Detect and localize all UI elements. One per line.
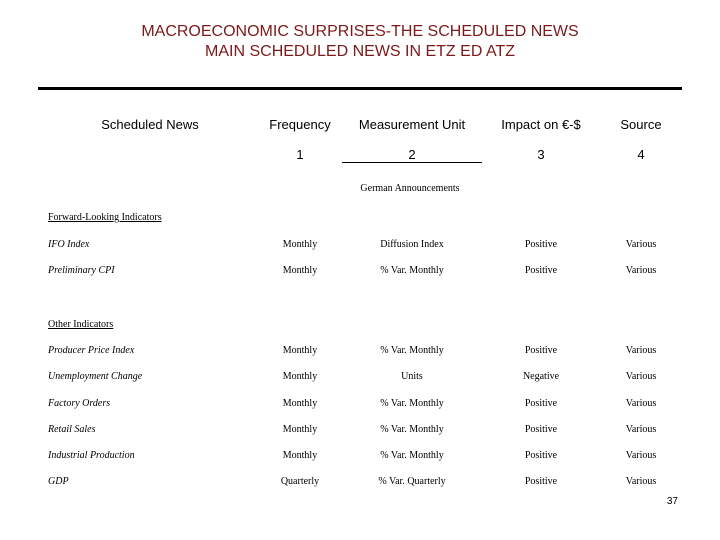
- header-measurement-unit: Measurement Unit: [358, 117, 466, 132]
- cell-frequency: Quarterly: [280, 476, 320, 487]
- cell-source: Various: [625, 476, 657, 487]
- cell-unit: % Var. Quarterly: [378, 476, 446, 487]
- column-number-underline: [342, 162, 482, 163]
- cell-impact: Positive: [524, 450, 558, 461]
- row-label: Factory Orders: [48, 398, 111, 409]
- cell-unit: Diffusion Index: [380, 239, 444, 250]
- cell-source: Various: [625, 265, 657, 276]
- cell-impact: Positive: [524, 239, 558, 250]
- column-number-2: 2: [408, 147, 416, 162]
- page-number: 37: [666, 496, 678, 507]
- title-divider: [38, 87, 682, 90]
- row-label: Retail Sales: [48, 424, 96, 435]
- cell-impact: Positive: [524, 398, 558, 409]
- cell-impact: Positive: [524, 476, 558, 487]
- cell-unit: % Var. Monthly: [380, 345, 444, 356]
- row-label: Preliminary CPI: [48, 265, 115, 276]
- cell-unit: Units: [401, 371, 423, 382]
- cell-impact: Positive: [524, 265, 558, 276]
- cell-frequency: Monthly: [282, 424, 318, 435]
- header-scheduled-news: Scheduled News: [101, 117, 199, 132]
- section-title: German Announcements: [360, 183, 460, 194]
- cell-frequency: Monthly: [282, 345, 318, 356]
- cell-unit: % Var. Monthly: [380, 450, 444, 461]
- column-number-3: 3: [537, 147, 545, 162]
- cell-impact: Positive: [524, 345, 558, 356]
- cell-unit: % Var. Monthly: [380, 398, 444, 409]
- slide-title-line1: MACROECONOMIC SURPRISES-THE SCHEDULED NEWS: [141, 23, 579, 40]
- header-frequency: Frequency: [269, 117, 331, 132]
- cell-source: Various: [625, 398, 657, 409]
- slide-title-line2: MAIN SCHEDULED NEWS IN ETZ ED ATZ: [205, 43, 515, 60]
- cell-source: Various: [625, 371, 657, 382]
- cell-unit: % Var. Monthly: [380, 265, 444, 276]
- header-impact: Impact on €-$: [501, 117, 581, 132]
- cell-unit: % Var. Monthly: [380, 424, 444, 435]
- cell-frequency: Monthly: [282, 239, 318, 250]
- row-label: Producer Price Index: [48, 345, 135, 356]
- row-label: Industrial Production: [48, 450, 135, 461]
- row-label: Unemployment Change: [48, 371, 143, 382]
- cell-source: Various: [625, 239, 657, 250]
- cell-impact: Positive: [524, 424, 558, 435]
- cell-frequency: Monthly: [282, 450, 318, 461]
- group-label-forward-looking: Forward-Looking Indicators: [48, 212, 162, 223]
- column-number-4: 4: [637, 147, 645, 162]
- group-label-other: Other Indicators: [48, 319, 114, 330]
- cell-frequency: Monthly: [282, 398, 318, 409]
- cell-source: Various: [625, 424, 657, 435]
- cell-frequency: Monthly: [282, 265, 318, 276]
- cell-frequency: Monthly: [282, 371, 318, 382]
- cell-impact: Negative: [522, 371, 560, 382]
- row-label: GDP: [48, 476, 69, 487]
- column-number-1: 1: [296, 147, 304, 162]
- header-source: Source: [620, 117, 662, 132]
- cell-source: Various: [625, 345, 657, 356]
- row-label: IFO Index: [48, 239, 90, 250]
- cell-source: Various: [625, 450, 657, 461]
